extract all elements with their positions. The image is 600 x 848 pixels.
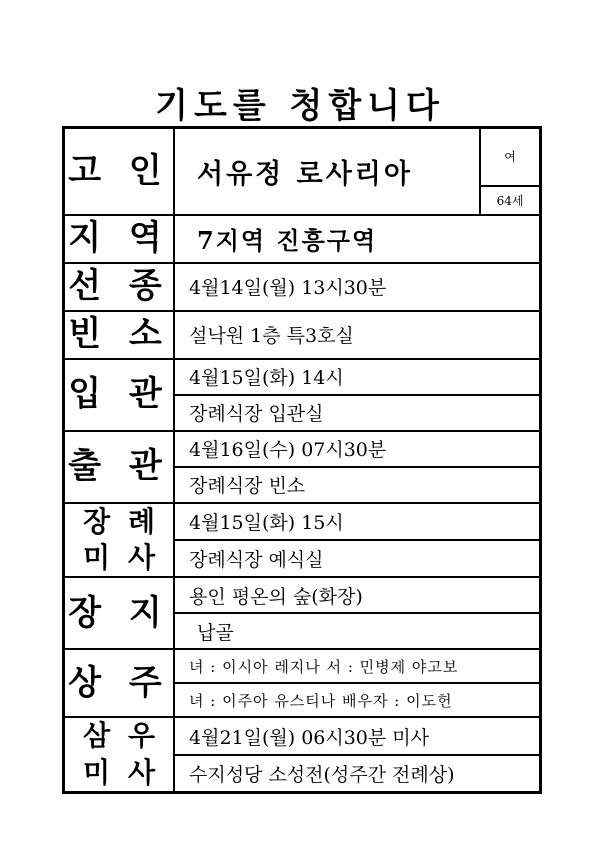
- mourner-row: [64, 649, 541, 683]
- mourner-label: 상 주: [64, 649, 175, 717]
- funeral-mass-label-char: 례: [127, 504, 155, 538]
- encoffin-place: 장례식장 입관실: [174, 395, 541, 431]
- third-day-mass-label-char: 미: [83, 755, 111, 789]
- mourner-line-2: 녀 : 이주아 유스티나 배우자 : 이도헌: [174, 683, 541, 717]
- deceased-row: [64, 128, 541, 186]
- third-day-mass-place: 수지성당 소성전(성주간 전례상): [174, 755, 541, 793]
- deceased-name: 서유정 로사리아: [174, 128, 480, 215]
- departure-datetime: 4월16일(수) 07시30분: [174, 431, 541, 467]
- third-day-mass-label: [64, 717, 175, 792]
- gender-cell: 여: [480, 128, 541, 186]
- funeral-mass-row: [64, 503, 541, 540]
- deceased-label: 고 인: [64, 128, 175, 215]
- third-day-mass-label-char: 사: [127, 755, 155, 789]
- region-label: 지 역: [64, 215, 175, 263]
- departure-label: 출 관: [64, 431, 175, 503]
- region-row: [64, 215, 541, 263]
- burial-row: [64, 577, 541, 613]
- region-value: 7지역 진흥구역: [174, 215, 541, 263]
- death-label: 선 종: [64, 263, 175, 311]
- encoffin-label: 입 관: [64, 359, 175, 431]
- death-row: [64, 263, 541, 311]
- obituary-table: [62, 126, 542, 794]
- burial-label: 장 지: [64, 577, 175, 649]
- funeral-mass-label-char: 장: [83, 504, 111, 538]
- burial-type: 납골: [174, 613, 541, 649]
- mortuary-label: 빈 소: [64, 311, 175, 359]
- departure-row: [64, 431, 541, 467]
- third-day-mass-datetime: 4월21일(월) 06시30분 미사: [174, 717, 541, 755]
- mortuary-row: [64, 311, 541, 359]
- third-day-mass-label-char: 우: [127, 719, 155, 753]
- page-title: 기도를 청합니다: [155, 86, 445, 126]
- encoffin-datetime: 4월15일(화) 14시: [174, 359, 541, 395]
- funeral-mass-datetime: 4월15일(화) 15시: [174, 503, 541, 540]
- funeral-mass-label-char: 사: [127, 540, 155, 574]
- funeral-mass-label-char: 미: [83, 540, 111, 574]
- death-datetime: 4월14일(월) 13시30분: [174, 263, 541, 311]
- funeral-mass-place: 장례식장 예식실: [174, 540, 541, 577]
- encoffin-row: [64, 359, 541, 395]
- burial-place: 용인 평온의 숲(화장): [174, 577, 541, 613]
- third-day-mass-row: [64, 717, 541, 755]
- funeral-mass-label: [64, 503, 175, 578]
- third-day-mass-label-char: 삼: [83, 719, 111, 753]
- age-cell: 64세: [480, 186, 541, 215]
- departure-place: 장례식장 빈소: [174, 467, 541, 503]
- mourner-line-1: 녀 : 이시아 레지나 서 : 민병제 야고보: [174, 649, 541, 683]
- mortuary-place: 설낙원 1층 특3호실: [174, 311, 541, 359]
